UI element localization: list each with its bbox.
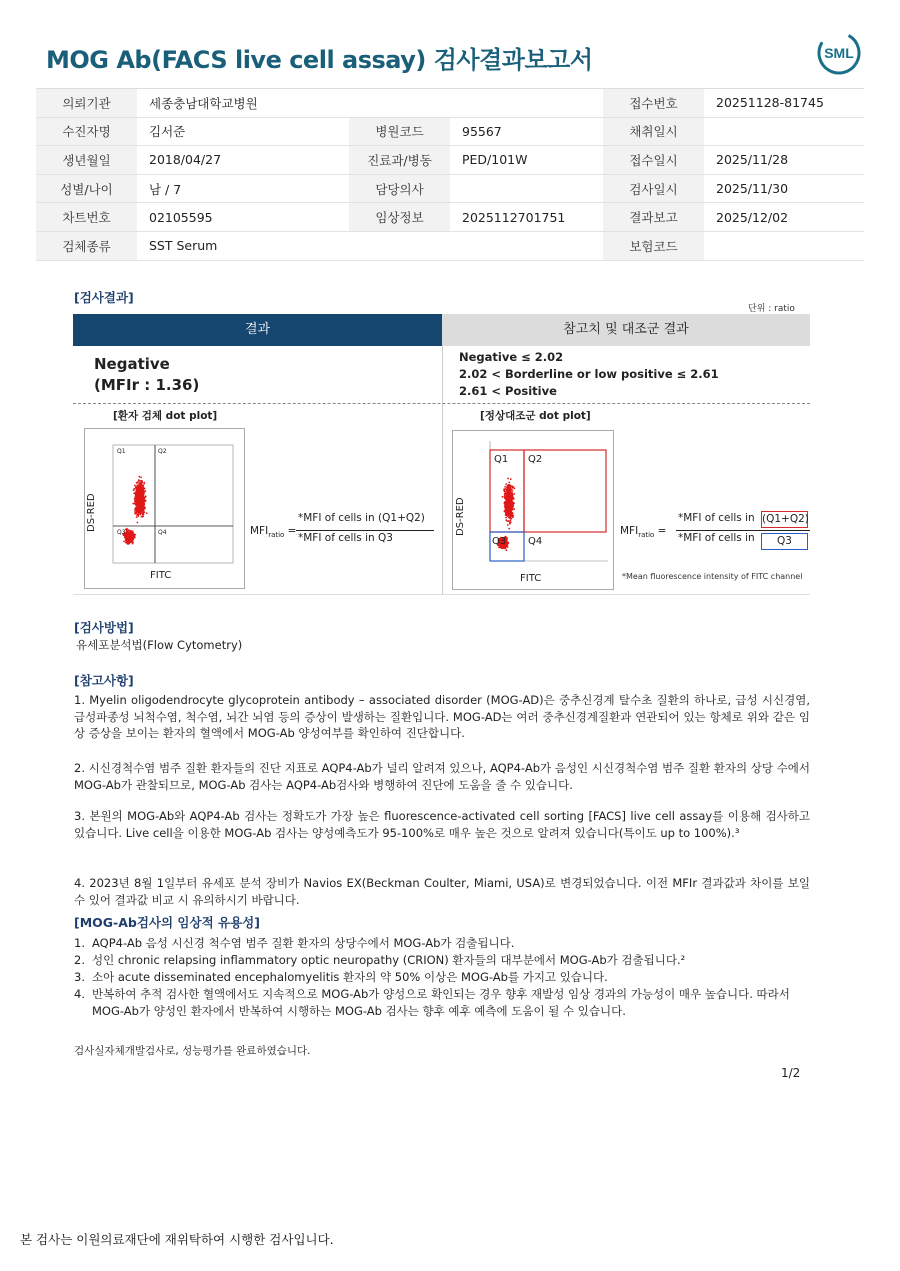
info-label: 생년월일 [36,146,137,175]
control-dot [508,510,510,512]
control-dot [509,494,511,496]
list-item: 1. AQP4-Ab 음성 시신경 척수염 범주 질환 환자의 상당수에서 MOG-Ab가 검출됩니다. [74,936,515,950]
patient-y-axis-label: DS-RED [86,493,97,532]
control-formula-line [676,530,810,531]
control-dot [505,505,507,507]
patient-dot [141,501,143,503]
info-label: 진료과/병동 [349,146,450,175]
control-dot [505,483,507,485]
info-value: 김서준 [137,117,349,146]
control-dot [507,500,509,502]
patient-dot [142,493,144,495]
patient-q1-label: Q1 [117,448,126,455]
info-value: 2025/12/02 [704,203,864,232]
control-dot [510,512,512,514]
patient-dot [137,507,139,509]
control-dot [512,490,514,492]
control-dot [511,506,513,508]
control-dot-plot-canvas [453,431,613,589]
patient-dot [124,536,126,538]
control-dot [507,524,509,526]
list-item: 3. 소아 acute disseminated encephalomyelitis 환자의 약 50% 이상은 MOG-Ab를 가지고 있습니다. [74,970,608,984]
control-dot [512,498,514,500]
patient-dot [125,538,127,540]
control-mfi-label: $MFI_{ratio}$ = [620,525,667,540]
patient-dot [140,511,142,513]
control-dot [511,502,513,504]
control-q1-label: Q1 [494,454,509,465]
info-value [450,89,603,118]
control-dot [511,488,513,490]
patient-dot [135,512,137,514]
control-q3-label: Q3 [492,536,507,547]
info-label: 담당의사 [349,174,450,203]
control-y-axis-label: DS-RED [455,497,466,536]
info-label [349,231,450,260]
control-dot [508,505,510,507]
bottom-divider [73,594,810,595]
patient-dot [140,482,142,484]
patient-dot [130,535,132,537]
patient-plot-title: [환자 검체 dot plot] [113,410,218,422]
patient-dot [136,482,138,484]
control-dot [511,485,513,487]
control-dot [507,546,509,548]
control-dot [501,548,503,550]
patient-formula-numerator: *MFI of cells in (Q1+Q2) [298,512,425,524]
patient-dot [145,500,147,502]
patient-dot [135,507,137,509]
patient-dot-plot [84,428,245,589]
control-dot [504,510,506,512]
mfi-footnote: *Mean fluorescence intensity of FITC channel [622,572,803,581]
control-dot [512,516,514,518]
method-heading: [검사방법] [74,620,134,635]
info-value: 20251128-81745 [704,89,864,118]
patient-dot [132,539,134,541]
control-dot [507,513,509,515]
info-label: 결과보고 [603,203,704,232]
patient-dot [144,488,146,490]
control-q2-label: Q2 [528,454,543,465]
control-dot [509,486,511,488]
control-dot [510,520,512,522]
patient-dot [143,483,145,485]
result-heading: [검사결과] [74,290,134,305]
patient-dot [142,503,144,505]
info-value: 2025/11/28 [704,146,864,175]
control-dot [505,549,507,551]
patient-dot [140,477,142,479]
info-label: 병원코드 [349,117,450,146]
control-formula-denominator-text: *MFI of cells in [678,532,755,544]
table-row [36,89,864,118]
reference-positive: 2.61 < Positive [459,384,557,398]
patient-dot [141,507,143,509]
info-label: 수진자명 [36,117,137,146]
control-dot [504,493,506,495]
patient-dot [136,516,138,518]
patient-dot [142,508,144,510]
info-value: 세종충남대학교병원 [137,89,349,118]
control-dot [514,488,516,490]
patient-formula-denominator: *MFI of cells in Q3 [298,532,393,544]
patient-dot [133,493,135,495]
info-value: 남 / 7 [137,174,349,203]
info-value: 02105595 [137,203,349,232]
info-value [704,117,864,146]
note-paragraph-2: 2. 시신경척수염 범주 질환 환자들의 진단 지표로 AQP4-Ab가 널리 알려져 있으나, AQP4-Ab가 음성인 시신경척수염 범주 질환 환자의 상당 수에서 MOG-Ab가 관찰되므로, MOG-Ab 검사는 AQP4-Ab검사와 병행하여 진단에 도움을 줄 수 있습니다. [74,761,810,792]
control-formula-numerator-text: *MFI of cells in [678,512,755,524]
info-value: 2018/04/27 [137,146,349,175]
patient-dot [140,494,142,496]
patient-dot [142,489,144,491]
patient-dot [143,498,145,500]
control-dot [504,495,506,497]
control-dot [511,496,513,498]
patient-dot [136,491,138,493]
control-x-axis-label: FITC [520,573,542,584]
control-dot [510,493,512,495]
notes-heading: [참고사항] [74,673,134,688]
patient-q4-label: Q4 [158,529,167,536]
control-dot [509,517,511,519]
reference-column-header: 참고치 및 대조군 결과 [442,314,810,346]
patient-dot [142,496,144,498]
control-dot [509,523,511,525]
patient-dot [130,541,132,543]
patient-dot [139,484,141,486]
patient-x-axis-label: FITC [150,570,172,581]
patient-dot [141,485,143,487]
control-dot [507,520,509,522]
patient-q3-label: Q3 [117,529,126,536]
control-dot [505,514,507,516]
info-value [450,231,603,260]
patient-dot [139,496,141,498]
control-dot [502,496,504,498]
info-label: 검체종류 [36,231,137,260]
page-title: MOG Ab(FACS live cell assay) 검사결과보고서 [46,46,593,74]
patient-dot [130,532,132,534]
result-value [94,354,199,396]
patient-dot [135,495,137,497]
table-row [36,231,864,260]
patient-dot [138,490,140,492]
table-row [36,203,864,232]
control-dot [510,510,512,512]
control-dot-plot [452,430,614,590]
patient-dot [141,516,143,518]
patient-dot [140,486,142,488]
patient-dot [137,522,139,524]
info-value [704,231,864,260]
info-value: 95567 [450,117,603,146]
patient-dot [133,503,135,505]
reference-borderline: 2.02 < Borderline or low positive ≤ 2.61 [459,367,719,381]
control-dot [507,512,509,514]
patient-dot [131,530,133,532]
control-dot [506,496,508,498]
result-column-header: 결과 [73,314,442,346]
patient-dot [139,488,141,490]
patient-dot [134,485,136,487]
info-label: 성별/나이 [36,174,137,203]
info-label: 차트번호 [36,203,137,232]
table-row [36,146,864,175]
patient-dot [136,488,138,490]
reference-ranges [459,349,719,400]
patient-dot [128,537,130,539]
patient-mfi-label: $MFI_{ratio}$ = [250,525,297,540]
control-dot [507,542,509,544]
patient-dot [137,514,139,516]
patient-info-table [36,88,864,261]
info-value: 2025112701751 [450,203,603,232]
info-label: 채취일시 [603,117,704,146]
patient-q2-label: Q2 [158,448,167,455]
info-label: 의뢰기관 [36,89,137,118]
info-label: 임상정보 [349,203,450,232]
patient-dot [143,511,145,513]
patient-dot [138,479,140,481]
patient-dot [139,509,141,511]
logo-text: SML [824,45,854,61]
column-divider [442,346,443,594]
info-label: 접수번호 [603,89,704,118]
dashed-divider [73,403,810,404]
control-dot [508,484,510,486]
patient-dot [139,514,141,516]
note-paragraph-1: 1. Myelin oligodendrocyte glycoprotein antibody – associated disorder (MOG-AD)은 중추신경계 탈수초 질환의 하나로, 급성 시신경염, 급성파종성 뇌척수염, 척수염, 뇌간 뇌염 등의 증상이 발생하는 질환입니다. MOG-AD는 여러 중추신경계질환과 연관되어 있는 항체로 위와 같은 임상 증상을 보이는 환자의 혈액에서 MOG-Ab 양성여부를 확인하여 진단합니다. [74,693,810,741]
list-item: 4. 반복하여 추적 검사한 혈액에서도 지속적으로 MOG-Ab가 양성으로 확인되는 경우 향후 재발성 임상 경과의 가능성이 매우 높습니다. 따라서 MOG-Ab가 양성인 환자에서 반복하여 시행하는 MOG-Ab 검사는 향후 예후 예측에 도움이 될 수 있습니다. [74,987,790,1018]
patient-dot [139,476,141,478]
result-mfir: (MFIr : 1.36) [94,376,200,394]
patient-dot [135,493,137,495]
clinical-heading: [MOG-Ab검사의 임상적 유용성] [74,915,260,930]
control-dot [508,482,510,484]
control-dot [509,503,511,505]
patient-dot [143,505,145,507]
patient-dot [141,498,143,500]
table-row [36,117,864,146]
control-dot [513,493,515,495]
note-paragraph-4: 4. 2023년 8월 1일부터 유세포 분석 장비가 Navios EX(Beckman Coulter, Miami, USA)로 변경되었습니다. 이전 MFIr 결과값과 차이를 보일 수 있어 결과값 비교 시 유의하시기 바랍니다. [74,876,810,907]
patient-dot [144,490,146,492]
note-paragraph-3: 3. 본원의 MOG-Ab와 AQP4-Ab 검사는 정확도가 가장 높은 fluorescence-activated cell sorting [FACS] live cell assay를 이용해 검사하고 있습니다. Live cell을 이용한 MOG-Ab 검사는 양성예측도가 95-100%로 매우 높은 것으로 알려져 있습니다(특이도 up to 100%).³ [74,809,810,840]
page-number: 1/2 [781,1066,801,1080]
patient-dot [128,543,130,545]
clinical-list [74,935,814,1020]
info-value: PED/101W [450,146,603,175]
unit-label: 단위 : ratio [748,304,795,314]
control-dot [503,488,505,490]
control-dot [504,491,506,493]
control-dot [510,478,512,480]
patient-dot [146,512,148,514]
control-dot [511,509,513,511]
info-label: 검사일시 [603,174,704,203]
control-dot [506,502,508,504]
patient-dot [136,500,138,502]
control-dot [504,486,506,488]
control-dot [507,478,509,480]
patient-dot [123,541,125,543]
control-q4-label: Q4 [528,536,543,547]
control-dot [507,498,509,500]
result-status: Negative [94,355,170,373]
table-row [36,174,864,203]
footer-note: 본 검사는 이원의료재단에 재위탁하여 시행한 검사입니다. [20,1232,334,1247]
patient-dot [136,498,138,500]
control-dot [513,508,515,510]
patient-dot-plot-canvas [85,429,244,588]
control-formula-numerator-box: (Q1+Q2) [761,511,808,528]
info-label [349,89,450,118]
control-dot [509,500,511,502]
patient-dot [125,542,127,544]
info-value [450,174,603,203]
patient-formula-line [296,530,434,531]
control-dot [509,491,511,493]
sml-logo [816,30,862,76]
patient-dot [144,496,146,498]
reference-negative: Negative ≤ 2.02 [459,350,564,364]
patient-dot [132,543,134,545]
control-dot [505,517,507,519]
validation-note: 검사실자체개발검사로, 성능평가를 완료하였습니다. [74,1045,311,1057]
patient-dot [137,493,139,495]
control-formula-denominator-box: Q3 [761,533,808,550]
method-text: 유세포분석법(Flow Cytometry) [76,638,243,652]
patient-dot [137,510,139,512]
patient-dot [133,488,135,490]
list-item: 2. 성인 chronic relapsing inflammatory optic neuropathy (CRION) 환자들의 대부분에서 MOG-Ab가 검출됩니다.² [74,953,686,967]
control-dot [508,528,510,530]
info-value: SST Serum [137,231,349,260]
patient-dot [138,503,140,505]
patient-dot [143,501,145,503]
control-plot-title: [정상대조군 dot plot] [480,410,591,422]
info-value: 2025/11/30 [704,174,864,203]
control-dot [506,493,508,495]
info-label: 접수일시 [603,146,704,175]
info-label: 보험코드 [603,231,704,260]
patient-dot [133,534,135,536]
